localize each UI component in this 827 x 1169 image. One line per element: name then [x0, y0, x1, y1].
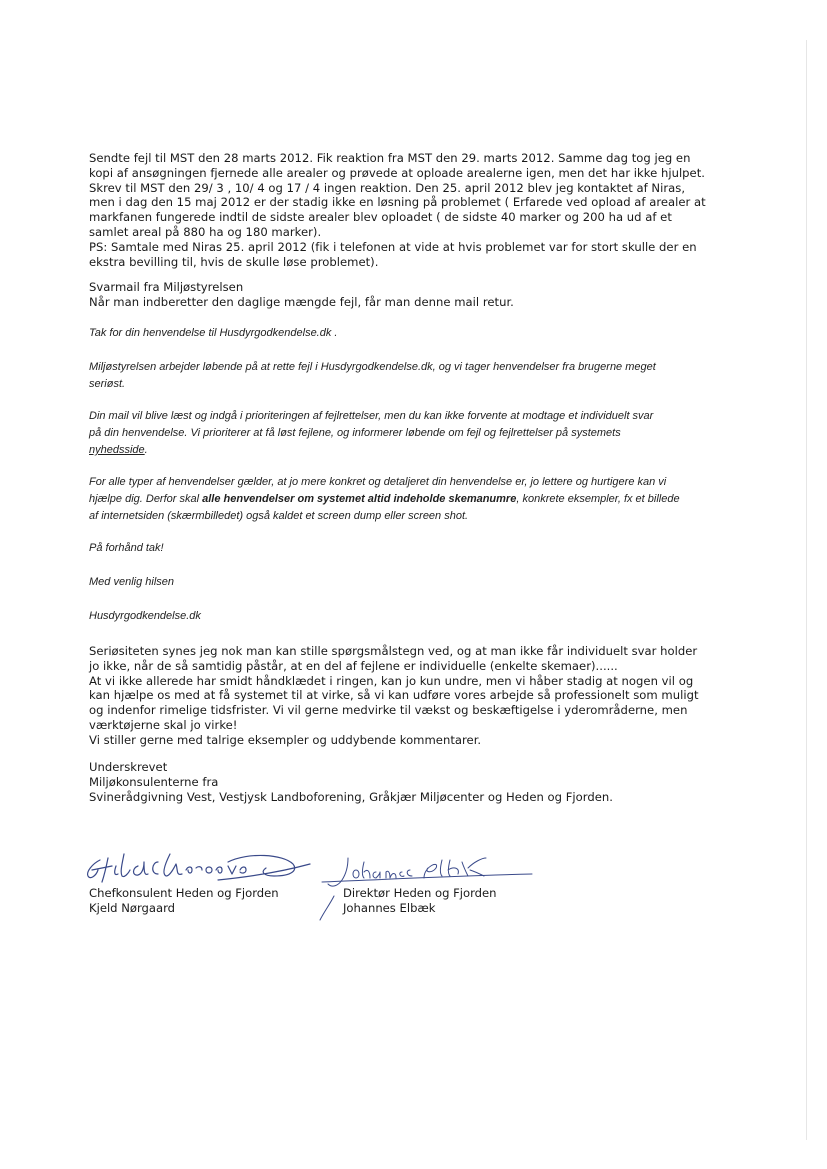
mail-line: Miljøstyrelsen arbejder løbende på at rette fejl i Husdyrgodkendelse.dk, og vi tager henvendelser fra brugerne meget [89, 361, 656, 373]
comment-line: jo ikke, når de så samtidig påstår, at en del af fejlene er individuelle (enkelte skemaer)...... [89, 658, 618, 673]
intro-line: kopi af ansøgningen fjernede alle arealer og prøvede at oploade arealerne igen, men det har ikke hjulpet. [89, 165, 705, 180]
closing-line: Miljøkonsulenterne fra [89, 774, 219, 789]
mail-line: For alle typer af henvendelser gælder, at jo mere konkret og detaljeret din henvendelse er, jo lettere og hurtigere kan vi [89, 476, 667, 488]
closing-block [89, 760, 729, 804]
mail-period: . [144, 444, 148, 456]
nyhedsside-link[interactable]: nyhedsside [89, 444, 145, 456]
mail-line [89, 491, 729, 508]
signature-right-title: Direktør Heden og Fjorden [343, 886, 497, 900]
mail-line [89, 442, 729, 459]
mail-paragraph-3 [89, 408, 729, 459]
mail-sender: Husdyrgodkendelse.dk [89, 610, 201, 622]
comment-line: kan hjælpe os med at få systemet til at virke, så vi kan udføre vores arbejde så professionelt som muligt [89, 688, 699, 703]
page-edge-shadow [806, 40, 807, 1140]
mail-greeting: Med venlig hilsen [89, 576, 174, 588]
intro-line: markfanen fungerede indtil de sidste arealer blev oploadet ( de sidste 40 marker og 200 ha ud af et [89, 210, 672, 225]
mail-paragraph-4 [89, 474, 729, 525]
comment-line: Vi stiller gerne med talrige eksempler og uddybende kommentarer. [89, 732, 482, 747]
mail-bold-text: alle henvendelser om systemet altid indeholde skemanumre [202, 493, 517, 505]
mail-text: , konkrete eksempler, fx et billede [516, 493, 680, 505]
mail-line: seriøst. [89, 378, 126, 390]
signature-left-title: Chefkonsulent Heden og Fjorden [89, 886, 279, 900]
mail-line: Din mail vil blive læst og indgå i prioriteringen af fejlrettelser, men du kan ikke forvente at modtage et individuelt svar [89, 410, 654, 422]
intro-line: Sendte fejl til MST den 28 marts 2012. Fik reaktion fra MST den 29. marts 2012. Samme dag tog jeg en [89, 151, 691, 165]
intro-line: samlet areal på 880 ha og 180 marker). [89, 224, 322, 239]
comment-line: værktøjerne skal jo virke! [89, 717, 238, 732]
mail-thanks-in-advance: På forhånd tak! [89, 542, 164, 554]
mail-thanks: Tak for din henvendelse til Husdyrgodkendelse.dk . [89, 327, 338, 339]
intro-line: Skrev til MST den 29/ 3 , 10/ 4 og 17 / 4 ingen reaktion. Den 25. april 2012 blev jeg kontaktet af Niras, [89, 180, 686, 195]
closing-line: Underskrevet [89, 760, 168, 774]
signature-right-name: Johannes Elbæk [343, 901, 436, 915]
mail-paragraph-2 [89, 359, 729, 393]
mail-text: hjælpe dig. Derfor skal [89, 493, 203, 505]
signature-kjeld-norgaard [78, 840, 318, 892]
comment-line: og indenfor rimelige tidsfrister. Vi vil gerne medvirke til vækst og beskæftigelse i yderområderne, men [89, 703, 688, 718]
comment-line: Seriøsiteten synes jeg nok man kan stille spørgsmålstegn ved, og at man ikke får individuelt svar holder [89, 644, 698, 658]
signature-left-block [89, 886, 279, 916]
reply-section [89, 280, 729, 310]
closing-line: Svinerådgivning Vest, Vestjysk Landboforening, Gråkjær Miljøcenter og Heden og Fjorden. [89, 789, 613, 804]
signature-right-block [343, 886, 497, 916]
comment-line: At vi ikke allerede har smidt håndklædet i ringen, kan jo kun undre, men vi håber stadig at nogen vil og [89, 673, 694, 688]
comment-paragraph [89, 644, 729, 748]
intro-line: PS: Samtale med Niras 25. april 2012 (fik i telefonen at vide at hvis problemet var for stort skulle der en [89, 239, 697, 254]
mail-line: af internetsiden (skærmbilledet) også kaldet et screen dump eller screen shot. [89, 510, 469, 522]
reply-text: Når man indberetter den daglige mængde fejl, får man denne mail retur. [89, 294, 514, 309]
signature-left-name: Kjeld Nørgaard [89, 901, 176, 915]
intro-paragraph [89, 151, 729, 269]
mail-line: på din henvendelse. Vi prioriterer at få løst fejlene, og informerer løbende om fejl og fejlrettelser på systemets [89, 427, 621, 439]
intro-line: men i dag den 15 maj 2012 er der stadig ikke en løsning på problemet ( Erfarede ved opload af arealer at [89, 195, 706, 210]
reply-heading: Svarmail fra Miljøstyrelsen [89, 280, 244, 294]
intro-line: ekstra bevilling til, hvis de skulle løse problemet). [89, 254, 379, 269]
